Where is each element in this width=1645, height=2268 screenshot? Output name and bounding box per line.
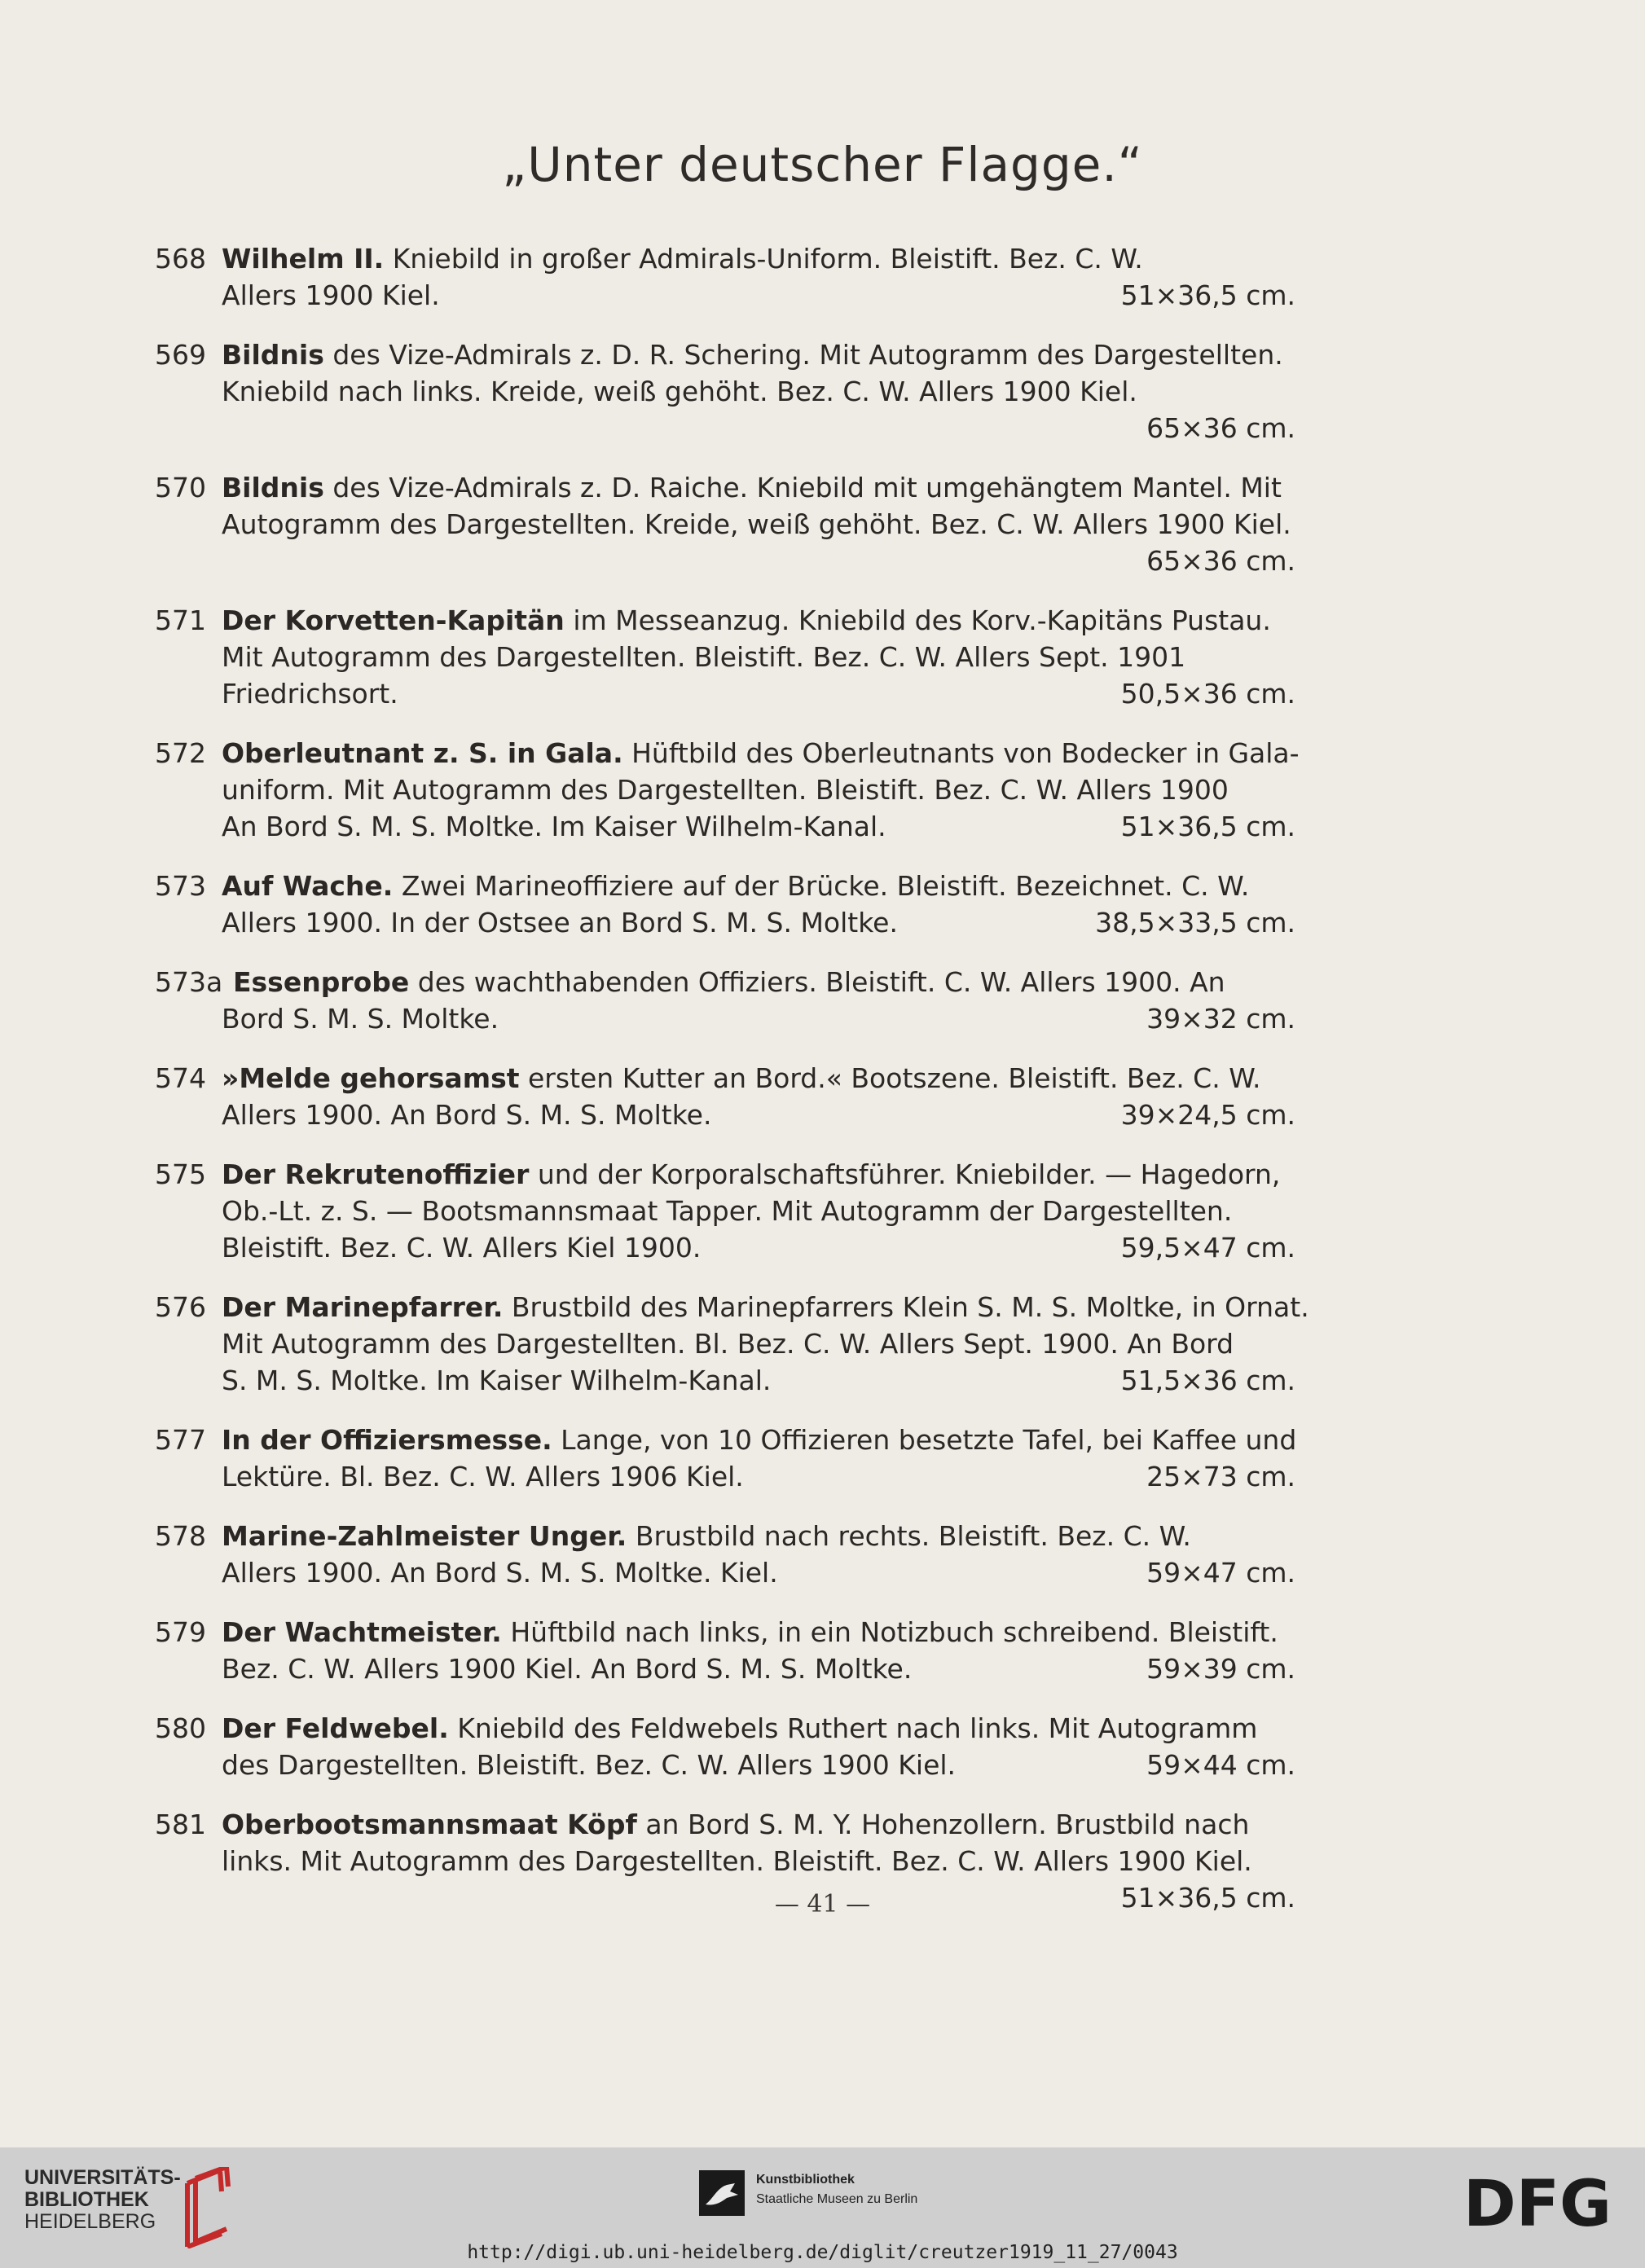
catalog-entry bbox=[155, 469, 1328, 579]
entry-size: 51×36,5 cm. bbox=[1120, 1882, 1295, 1914]
catalog-entry bbox=[155, 1614, 1328, 1687]
entry-number: 578 bbox=[155, 1520, 206, 1552]
catalog-entry bbox=[155, 1289, 1328, 1399]
entry-text: Mit Autogramm des Dargestellten. Bl. Bez. C. W. Allers Sept. 1900. An Bord bbox=[222, 1328, 1234, 1360]
entry-text: Bord S. M. S. Moltke. bbox=[222, 1003, 499, 1035]
dfg-logo-icon[interactable] bbox=[1463, 2172, 1626, 2234]
entry-title: Der Marinepfarrer. bbox=[222, 1291, 504, 1323]
entry-size: 51,5×36 cm. bbox=[1120, 1365, 1295, 1396]
entry-text: Ob.-Lt. z. S. — Bootsmannsmaat Tapper. Mit Autogramm der Dargestellten. bbox=[222, 1195, 1233, 1227]
entry-title: »Melde gehorsamst bbox=[222, 1062, 520, 1094]
entry-number: 575 bbox=[155, 1158, 206, 1190]
entry-number: 568 bbox=[155, 243, 206, 275]
entry-size: 38,5×33,5 cm. bbox=[1095, 907, 1295, 938]
entry-text: Brustbild des Marinepfarrers Klein S. M. S. Moltke, in Ornat. bbox=[511, 1291, 1309, 1323]
entry-text: links. Mit Autogramm des Dargestellten. Bleistift. Bez. C. W. Allers 1900 Kiel. bbox=[222, 1845, 1252, 1877]
entry-text: des Vize-Admirals z. D. R. Schering. Mit Autogramm des Dargestellten. bbox=[332, 339, 1283, 371]
kb-name: Kunstbibliothek bbox=[756, 2173, 855, 2187]
entry-size: 59×47 cm. bbox=[1146, 1557, 1295, 1589]
entry-number: 571 bbox=[155, 604, 206, 636]
entry-text: uniform. Mit Autogramm des Dargestellten. Bleistift. Bez. C. W. Allers 1900 bbox=[222, 774, 1229, 806]
catalog-entry bbox=[155, 964, 1328, 1037]
entry-text: Allers 1900 Kiel. bbox=[222, 279, 440, 311]
page-number: — 41 — bbox=[774, 1890, 871, 1919]
entry-text: im Messeanzug. Kniebild des Korv.-Kapitäns Pustau. bbox=[573, 604, 1271, 636]
entry-number: 579 bbox=[155, 1616, 206, 1648]
entry-title: Der Wachtmeister. bbox=[222, 1616, 502, 1648]
ub-mark-icon bbox=[163, 2167, 253, 2248]
entry-text: an Bord S. M. Y. Hohenzollern. Brustbild nach bbox=[645, 1809, 1250, 1840]
catalog-entry bbox=[155, 868, 1328, 941]
entry-title: Marine-Zahlmeister Unger. bbox=[222, 1520, 627, 1552]
entry-number: 574 bbox=[155, 1062, 206, 1094]
catalog-entry bbox=[155, 602, 1328, 712]
entry-number: 581 bbox=[155, 1809, 206, 1840]
entry-size: 39×24,5 cm. bbox=[1120, 1099, 1295, 1131]
entry-number: 569 bbox=[155, 339, 206, 371]
entry-text: Allers 1900. In der Ostsee an Bord S. M. S. Moltke. bbox=[222, 907, 898, 938]
kb-subtitle: Staatliche Museen zu Berlin bbox=[756, 2192, 918, 2206]
entry-text: Brustbild nach rechts. Bleistift. Bez. C. W. bbox=[635, 1520, 1191, 1552]
source-url-link[interactable]: http://digi.ub.uni-heidelberg.de/diglit/creutzer1919_11_27/0043 bbox=[467, 2242, 1178, 2263]
entry-text: Bez. C. W. Allers 1900 Kiel. An Bord S. M. S. Moltke. bbox=[222, 1653, 913, 1685]
entry-text: Lektüre. Bl. Bez. C. W. Allers 1906 Kiel. bbox=[222, 1461, 744, 1492]
entry-size: 51×36,5 cm. bbox=[1120, 279, 1295, 311]
entry-number: 573 bbox=[155, 870, 206, 902]
entry-title: Der Korvetten-Kapitän bbox=[222, 604, 565, 636]
catalog-entry bbox=[155, 1710, 1328, 1783]
entry-number: 572 bbox=[155, 737, 206, 769]
entry-title: Der Feldwebel. bbox=[222, 1712, 449, 1744]
entry-text: Friedrichsort. bbox=[222, 678, 398, 710]
entry-text: Bleistift. Bez. C. W. Allers Kiel 1900. bbox=[222, 1232, 702, 1264]
entry-size: 39×32 cm. bbox=[1146, 1003, 1295, 1035]
entry-text: Autogramm des Dargestellten. Kreide, weiß gehöht. Bez. C. W. Allers 1900 Kiel. bbox=[222, 508, 1291, 540]
dfg-logo-text: DFG bbox=[1463, 2172, 1612, 2234]
entry-title: Essenprobe bbox=[233, 966, 410, 998]
catalog-entry bbox=[155, 336, 1328, 446]
catalog-entry bbox=[155, 240, 1328, 314]
kunstbibliothek-logo[interactable] bbox=[699, 2170, 917, 2216]
catalog-entry bbox=[155, 1156, 1328, 1266]
entry-number: 580 bbox=[155, 1712, 206, 1744]
entry-text: und der Korporalschaftsführer. Kniebilder. — Hagedorn, bbox=[537, 1158, 1281, 1190]
entry-size: 50,5×36 cm. bbox=[1120, 678, 1295, 710]
catalog-entry bbox=[155, 1518, 1328, 1591]
entry-title: In der Offiziersmesse. bbox=[222, 1424, 552, 1456]
entry-text: des Dargestellten. Bleistift. Bez. C. W. Allers 1900 Kiel. bbox=[222, 1749, 957, 1781]
entry-text: Allers 1900. An Bord S. M. S. Moltke. Kiel. bbox=[222, 1557, 778, 1589]
catalog-entry bbox=[155, 1060, 1328, 1133]
entry-text: An Bord S. M. S. Moltke. Im Kaiser Wilhelm-Kanal. bbox=[222, 811, 886, 842]
entry-title: Bildnis bbox=[222, 339, 324, 371]
ub-name-line: HEIDELBERG bbox=[24, 2210, 156, 2233]
page-title: „Unter deutscher Flagge.“ bbox=[502, 137, 1143, 192]
entry-text: Lange, von 10 Offizieren besetzte Tafel, bei Kaffee und bbox=[561, 1424, 1297, 1456]
entry-title: Bildnis bbox=[222, 472, 324, 503]
entry-size: 59×44 cm. bbox=[1146, 1749, 1295, 1781]
entry-text: Allers 1900. An Bord S. M. S. Moltke. bbox=[222, 1099, 712, 1131]
entry-size: 59,5×47 cm. bbox=[1120, 1232, 1295, 1264]
entry-title: Der Rekrutenoffizier bbox=[222, 1158, 530, 1190]
entry-text: ersten Kutter an Bord.« Bootszene. Bleistift. Bez. C. W. bbox=[528, 1062, 1261, 1094]
entry-title: Oberleutnant z. S. in Gala. bbox=[222, 737, 623, 769]
entry-number: 570 bbox=[155, 472, 206, 503]
entry-size: 65×36 cm. bbox=[1146, 412, 1295, 444]
entry-text: Kniebild nach links. Kreide, weiß gehöht. Bez. C. W. Allers 1900 Kiel. bbox=[222, 376, 1137, 407]
ub-name-line: BIBLIOTHEK bbox=[24, 2188, 149, 2211]
entry-title: Oberbootsmannsmaat Köpf bbox=[222, 1809, 637, 1840]
entry-text: Kniebild des Feldwebels Ruthert nach links. Mit Autogramm bbox=[457, 1712, 1258, 1744]
entry-text: Zwei Marineoffiziere auf der Brücke. Bleistift. Bezeichnet. C. W. bbox=[401, 870, 1250, 902]
catalog-entry bbox=[155, 1422, 1328, 1495]
entry-number: 576 bbox=[155, 1291, 206, 1323]
kunstbibliothek-mark-icon bbox=[699, 2170, 745, 2216]
entry-number: 573a bbox=[155, 966, 223, 998]
entry-text: Hüftbild des Oberleutnants von Bodecker in Gala- bbox=[631, 737, 1300, 769]
entry-text: des wachthabenden Offiziers. Bleistift. C. W. Allers 1900. An bbox=[417, 966, 1225, 998]
university-library-logo[interactable] bbox=[24, 2167, 181, 2233]
catalog-entry bbox=[155, 735, 1328, 845]
ub-name-line: UNIVERSITÄTS- bbox=[24, 2166, 181, 2189]
entry-size: 25×73 cm. bbox=[1146, 1461, 1295, 1492]
entry-title: Auf Wache. bbox=[222, 870, 394, 902]
entry-text: Hüftbild nach links, in ein Notizbuch schreibend. Bleistift. bbox=[510, 1616, 1278, 1648]
entry-text: des Vize-Admirals z. D. Raiche. Kniebild mit umgehängtem Mantel. Mit bbox=[332, 472, 1282, 503]
entry-text: Mit Autogramm des Dargestellten. Bleistift. Bez. C. W. Allers Sept. 1901 bbox=[222, 641, 1186, 673]
entry-number: 577 bbox=[155, 1424, 206, 1456]
entry-size: 59×39 cm. bbox=[1146, 1653, 1295, 1685]
entry-text: Kniebild in großer Admirals-Uniform. Bleistift. Bez. C. W. bbox=[392, 243, 1143, 275]
entry-text: S. M. S. Moltke. Im Kaiser Wilhelm-Kanal. bbox=[222, 1365, 772, 1396]
entry-size: 51×36,5 cm. bbox=[1120, 811, 1295, 842]
catalog-entries bbox=[155, 240, 1328, 1939]
entry-size: 65×36 cm. bbox=[1146, 545, 1295, 577]
entry-title: Wilhelm II. bbox=[222, 243, 385, 275]
